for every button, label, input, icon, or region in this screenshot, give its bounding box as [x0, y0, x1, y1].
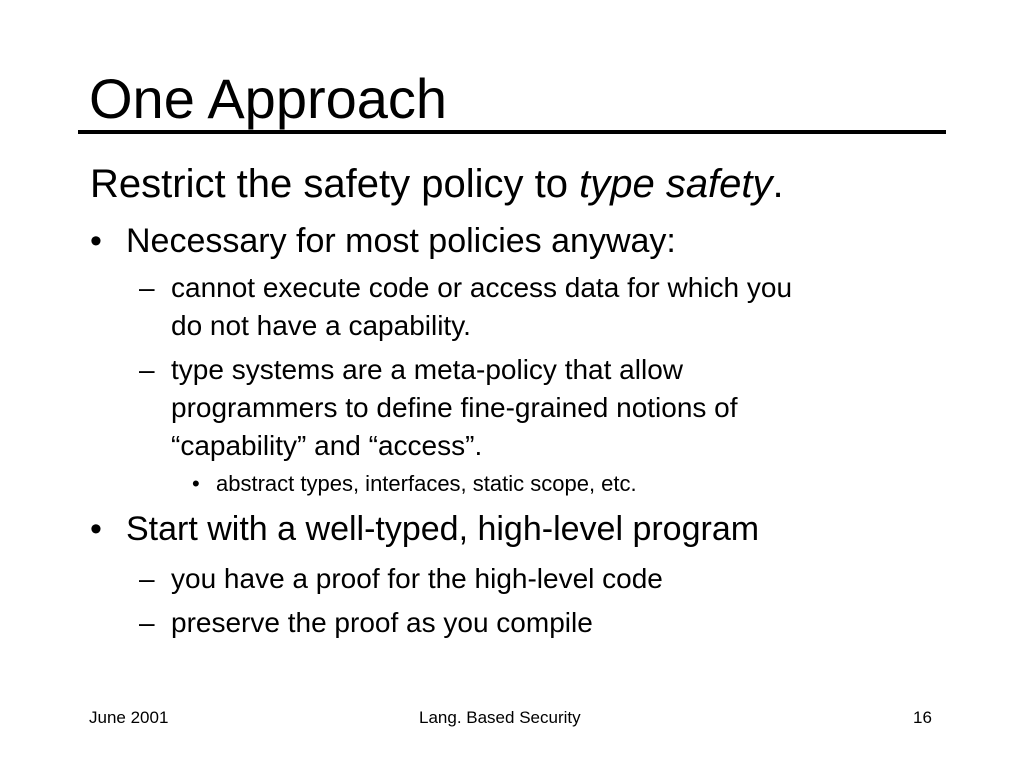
sub-sub-bullet-abstract-types	[192, 470, 637, 498]
title-underline	[78, 130, 946, 134]
bullet-marker: •	[90, 510, 102, 548]
footer-date: June 2001	[89, 708, 169, 727]
lead-text: Restrict the safety policy to	[90, 162, 580, 206]
sub-bullet-line: cannot execute code or access data for which you	[171, 272, 793, 303]
sub-bullet-line: programmers to define fine-grained notions of	[171, 392, 738, 423]
lead-end: .	[772, 162, 784, 206]
dash-marker: –	[139, 563, 155, 594]
bullet-text: Necessary for most policies anyway:	[126, 222, 676, 260]
sub-bullet-proof	[139, 560, 663, 598]
lead-emphasis: type safety	[579, 162, 773, 206]
slide-title: One Approach	[89, 67, 448, 130]
sub-bullet-line: type systems are a meta-policy that allow	[171, 354, 683, 385]
page-number: 16	[913, 708, 932, 727]
dash-marker: –	[139, 607, 155, 638]
lead-statement	[90, 160, 784, 208]
footer-title: Lang. Based Security	[419, 708, 581, 727]
sub-bullet-line: do not have a capability.	[171, 310, 471, 341]
bullet-necessary	[90, 221, 676, 261]
sub-bullet-text: preserve the proof as you compile	[171, 607, 593, 638]
bullet-start-well-typed	[90, 509, 760, 549]
sub-bullet-text: you have a proof for the high-level code	[171, 563, 663, 594]
sub-bullet-capability	[139, 269, 961, 345]
sub-bullet-preserve	[139, 604, 593, 642]
bullet-text: Start with a well-typed, high-level program	[126, 510, 760, 548]
sub-bullet-line: “capability” and “access”.	[171, 430, 483, 461]
sub-bullet-meta-policy	[139, 351, 961, 465]
dash-marker: –	[139, 272, 155, 303]
dash-marker: –	[139, 354, 155, 385]
bullet-marker: •	[192, 471, 200, 496]
bullet-marker: •	[90, 222, 102, 260]
sub-sub-bullet-text: abstract types, interfaces, static scope, etc.	[216, 471, 637, 496]
